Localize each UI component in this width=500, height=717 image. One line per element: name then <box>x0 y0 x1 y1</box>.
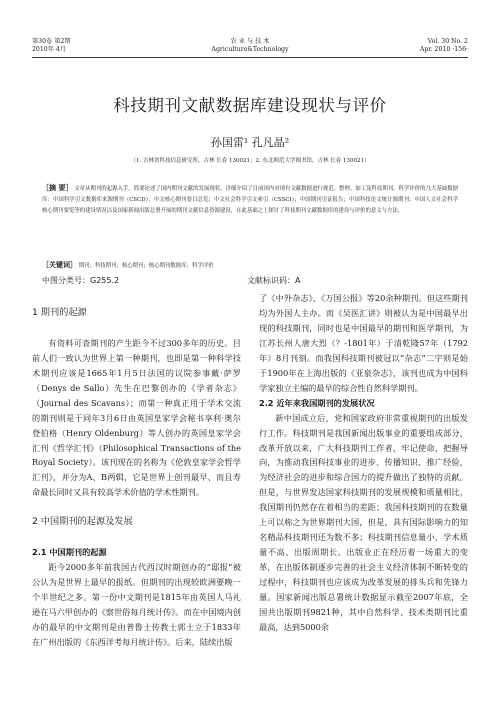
section-2-heading: 2 中国期刊的起源及发展 <box>32 516 133 528</box>
header-journal-cn: 农 业 与 技 术 <box>230 38 270 45</box>
header-date: 2010年 4月 <box>32 46 67 54</box>
header-journal <box>32 38 468 54</box>
section-2-1-paragraph: 距今2000多年前我国古代西汉时期创办的“邸报”被公认为是世界上最早的报纸。但期刊的出现较欧洲要晚一个半世纪之多。第一份中文期刊是1815年由英国人马礼逊在马六甲创办的《察世俗每月统计传》。而在中国境内创办的最早的中文期刊是由普鲁士传教士郭士立于1833年在广州出版的《东西洋考每月统计传》。后来，陆续出版 <box>32 562 241 647</box>
abstract-label: ［摘 要］ <box>42 184 73 192</box>
header-volume-en <box>420 38 468 54</box>
section-2-2-heading: 2.2 近年来我国期刊的发展状况 <box>259 397 375 408</box>
continued-paragraph: 了《中外杂志》、《万国公报》等20余种期刊。但这些期刊均为外国人主办。而《吴医汇讲》则被认为是中国最早出现的科技期刊，同时也是中国最早的期刊和医学期刊，为江苏长州人唐大烈（？-1801年）于清乾隆57年（1792年）8月刊刻。而我国科技期刊被冠以“杂志”二字则是始于1900年在上海出版的《亚泉杂志》，该刊也成为中国科学家独立主编的最早的综合性自然科学期刊。 <box>259 293 468 393</box>
classification-line <box>42 275 458 286</box>
keywords <box>42 260 458 270</box>
clc-number: 中图分类号：G255.2 <box>42 276 120 285</box>
header-rule <box>32 57 468 58</box>
document-code: 文献标识码：A <box>247 276 301 285</box>
header-vol-no: Vol. 30 No. 2 <box>427 38 468 45</box>
abstract <box>42 183 458 217</box>
abstract-text: 文章从期刊的起源入手，简要论述了国内期刊文献的发展现状，详细介绍了目前国内对现有文献数据进行规范、整理、加工及科技期刊、科学评价的几大基础数据库：中国科学引文数据库来源期刊（CSCD）；中文核心期刊要目总览；中文社会科学引文索引（CSSCI）；中国期刊引证报告；中国科技论文统计源期刊；中国人文社会科学核心期刊要览等的建设情况以及国家新闻出版总署开展的期刊文献信息资源建设，在此基础之上探讨了科技期刊文献数据库的建设与评价的意义与方法。 <box>42 186 458 215</box>
header-volume: 第30卷 第2期 <box>32 38 71 45</box>
right-column <box>259 291 468 635</box>
section-2-1-heading: 2.1 中国期刊的起源 <box>32 547 107 558</box>
paper-title: 科技期刊文献数据库建设现状与评价 <box>113 96 387 115</box>
section-2-2-paragraph: 新中国成立后，党和国家政府非常重视期刊的出版发行工作。科技期刊是我国新闻出版事业的重要组成部分，改革开放以来，广大科技期刊工作者，牢记使命，把握导向，为推动我国科技事业的进步、传播知识、推广经验，为经济社会的进步和综合国力的提升做出了独特的贡献。但是，与世界发达国家科技期刊的发展规模和质量相比，我国期刊仍然存在着相当的差距；我国科技期刊的在数量上可以称之为世界期刊大国，但是，具有国际影响力的知名精品科技期刊还为数不多；科技期刊信息量小、学术质量不高、出版周期长。出版业正在经历着一场重大的变革，在出版体制逐步完善的社会主义经济体制不断转变的过程中，科技期刊也应该成为改革发展的排头兵和先锋力量。国家新闻出版总署统计数据显示截至2007年底，全国共出版期刊9821种，其中自然科学、技术类期刊比重最高，达到5000余 <box>259 412 468 632</box>
keywords-text: 期刊；科技期刊；核心期刊；核心期刊数据库；科学评价 <box>78 263 214 269</box>
paper-authors: 孙国雷¹ 孔凡晶² <box>210 136 290 149</box>
section-1-heading: 1 期刊的起源 <box>32 306 87 318</box>
header-journal-en: Agriculture&Technology <box>211 46 289 54</box>
section-1-paragraph: 有资料可查期刊的产生距今不过300多年的历史。目前人们一致认为世界上第一种期刊，也即是第一种科学技术期刊应该是1665年1月5日法国的议院参事戴·萨罗（Denys de Sallo）先生在巴黎创办的《学者杂志》（Journal des Scavans）；而第一种真正用于学术交流的期刊则是于同年3月6日由英国皇家学会秘书享利·奥尔登伯格（Henry Oldenburg）等人创办的英国皇家学会汇刊《哲学汇刊》（Philosophical Transactions of the Royal Society）。该刊现在的名称为《伦敦皇家学会哲学汇刊》，并分为A、B两辑，它是世界上创刊最早、而且寿命最长同时又具有较高学术价值的学术性期刊。 <box>32 337 241 498</box>
header-date-page: Apr. 2010 ·156· <box>419 46 468 54</box>
keywords-label: ［关键词］ <box>42 261 77 269</box>
paper-affiliation: （1. 吉林省科技信息研究所，吉林 长春 130021；2. 东北师范大学图书馆，吉林 长春 130021） <box>130 158 370 164</box>
left-column <box>32 291 241 650</box>
